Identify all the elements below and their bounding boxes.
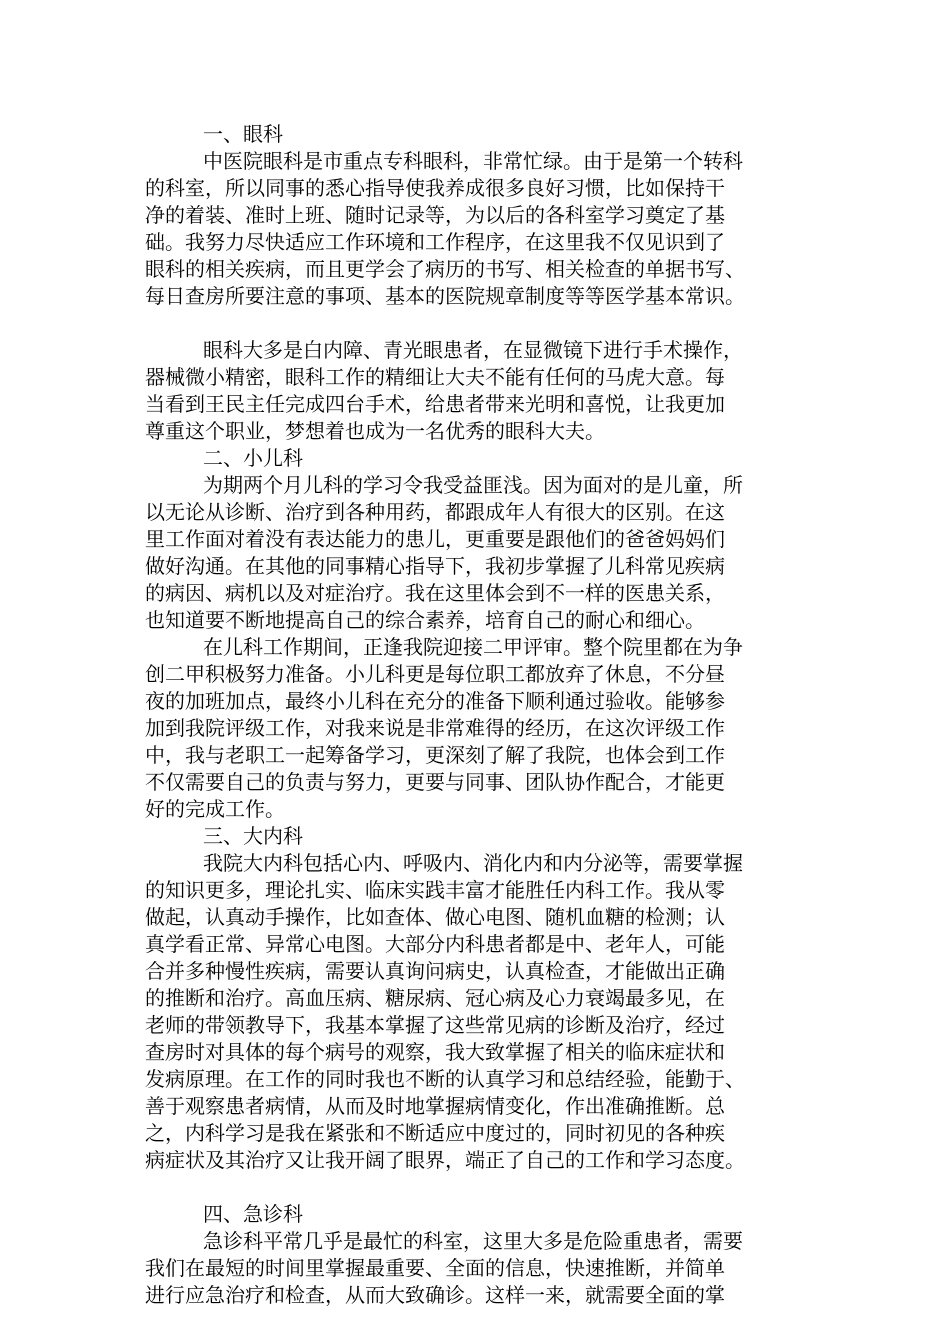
text-line: 一、眼科 xyxy=(203,122,283,146)
text-line: 好的完成工作。 xyxy=(145,797,285,821)
text-line: 以无论从诊断、治疗到各种用药，都跟成年人有很大的区别。在这 xyxy=(145,500,725,524)
text-line: 净的着装、准时上班、随时记录等，为以后的各科室学习奠定了基 xyxy=(145,203,725,227)
text-line: 我们在最短的时间里掌握最重要、全面的信息，快速推断，并简单 xyxy=(145,1256,725,1280)
text-line: 老师的带领教导下，我基本掌握了这些常见病的诊断及治疗，经过 xyxy=(145,1013,725,1037)
text-line: 的病因、病机以及对症治疗。我在这里体会到不一样的医患关系， xyxy=(145,581,725,605)
text-line: 的科室，所以同事的悉心指导使我养成很多良好习惯，比如保持干 xyxy=(145,176,725,200)
paragraph-gap xyxy=(145,1174,835,1201)
text-line: 真学看正常、异常心电图。大部分内科患者都是中、老年人，可能 xyxy=(145,932,725,956)
text-line: 的推断和治疗。高血压病、糖尿病、冠心病及心力衰竭最多见，在 xyxy=(145,986,725,1010)
text-line: 善于观察患者病情，从而及时地掌握病情变化，作出准确推断。总 xyxy=(145,1094,725,1118)
text-line: 夜的加班加点，最终小儿科在充分的准备下顺利通过验收。能够参 xyxy=(145,689,725,713)
text-line: 四、急诊科 xyxy=(203,1202,303,1226)
text-line: 的知识更多，理论扎实、临床实践丰富才能胜任内科工作。我从零 xyxy=(145,878,725,902)
text-line: 做起，认真动手操作，比如查体、做心电图、随机血糖的检测；认 xyxy=(145,905,725,929)
text-line: 为期两个月儿科的学习令我受益匪浅。因为面对的是儿童，所 xyxy=(203,473,743,497)
text-line: 进行应急治疗和检查，从而大致确诊。这样一来，就需要全面的掌 xyxy=(145,1283,725,1307)
text-line: 我院大内科包括心内、呼吸内、消化内和内分泌等，需要掌握 xyxy=(203,851,743,875)
text-line: 二、小儿科 xyxy=(203,446,303,470)
text-line: 里工作面对着没有表达能力的患儿，更重要是跟他们的爸爸妈妈们 xyxy=(145,527,725,551)
text-line: 每日查房所要注意的事项、基本的医院规章制度等等医学基本常识。 xyxy=(145,284,745,308)
text-line: 不仅需要自己的负责与努力，更要与同事、团队协作配合，才能更 xyxy=(145,770,725,794)
text-line: 当看到王民主任完成四台手术，给患者带来光明和喜悦，让我更加 xyxy=(145,392,725,416)
text-line: 病症状及其治疗又让我开阔了眼界，端正了自己的工作和学习态度。 xyxy=(145,1148,745,1172)
text-line: 创二甲积极努力准备。小儿科更是每位职工都放弃了休息，不分昼 xyxy=(145,662,725,686)
text-line: 加到我院评级工作，对我来说是非常难得的经历，在这次评级工作 xyxy=(145,716,725,740)
text-line: 眼科大多是白内障、青光眼患者，在显微镜下进行手术操作， xyxy=(203,338,743,362)
text-line: 合并多种慢性疾病，需要认真询问病史，认真检查，才能做出正确 xyxy=(145,959,725,983)
text-line: 急诊科平常几乎是最忙的科室，这里大多是危险重患者，需要 xyxy=(203,1229,743,1253)
text-line: 发病原理。在工作的同时我也不断的认真学习和总结经验，能勤于、 xyxy=(145,1067,745,1091)
text-line: 也知道要不断地提高自己的综合素养，培育自己的耐心和细心。 xyxy=(145,608,705,632)
text-line: 中，我与老职工一起筹备学习，更深刻了解了我院，也体会到工作 xyxy=(145,743,725,767)
text-line: 在儿科工作期间，正逢我院迎接二甲评审。整个院里都在为争 xyxy=(203,635,743,659)
text-line: 中医院眼科是市重点专科眼科，非常忙绿。由于是第一个转科 xyxy=(203,149,743,173)
text-line: 之，内科学习是我在紧张和不断适应中度过的，同时初见的各种疾 xyxy=(145,1121,725,1145)
document-page xyxy=(145,121,835,1309)
text-line: 器械微小精密，眼科工作的精细让大夫不能有任何的马虎大意。每 xyxy=(145,365,725,389)
paragraph-gap xyxy=(145,310,835,337)
text-line: 尊重这个职业，梦想着也成为一名优秀的眼科大夫。 xyxy=(145,419,605,443)
text-line: 础。我努力尽快适应工作环境和工作程序，在这里我不仅见识到了 xyxy=(145,230,725,254)
text-line: 眼科的相关疾病，而且更学会了病历的书写、相关检查的单据书写、 xyxy=(145,257,745,281)
text-line: 三、大内科 xyxy=(203,824,303,848)
text-line: 做好沟通。在其他的同事精心指导下，我初步掌握了儿科常见疾病 xyxy=(145,554,725,578)
text-line: 查房时对具体的每个病号的观察，我大致掌握了相关的临床症状和 xyxy=(145,1040,725,1064)
